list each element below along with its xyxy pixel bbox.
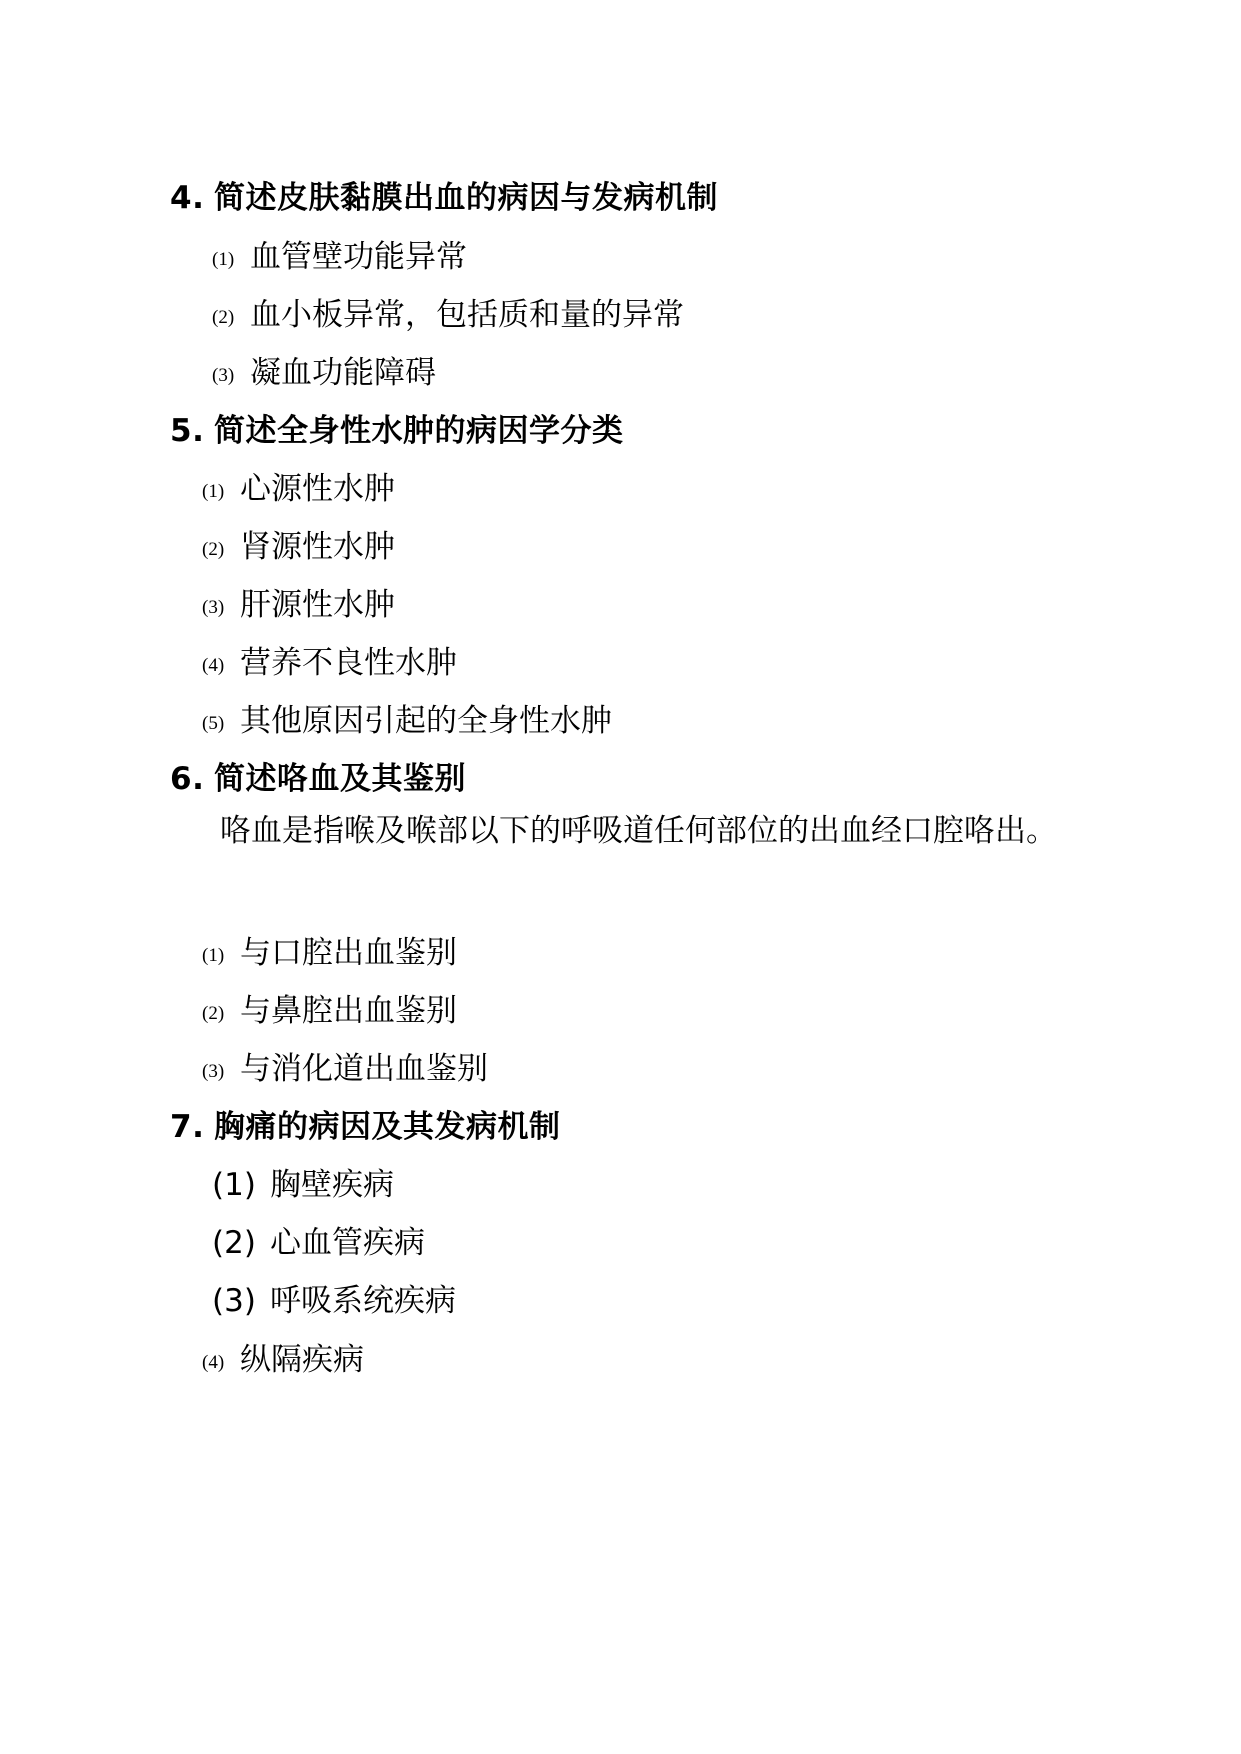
- list-item: [202, 991, 457, 1034]
- list-item: [202, 701, 612, 744]
- list-marker: (1): [212, 249, 235, 270]
- list-item-text: 其他原因引起的全身性水肿: [240, 703, 612, 739]
- list-item: [202, 933, 457, 976]
- list-item-text: 凝血功能障碍: [250, 355, 436, 391]
- list-item: [212, 1281, 456, 1321]
- section-6-heading: [170, 759, 466, 799]
- list-marker: (3): [202, 1061, 225, 1082]
- list-marker: (4): [202, 655, 225, 676]
- list-marker: (1): [202, 481, 225, 502]
- list-item: [202, 585, 395, 628]
- list-item-text: 血小板异常，包括质和量的异常: [250, 297, 684, 333]
- list-marker: (2): [202, 539, 225, 560]
- list-item: [212, 295, 684, 338]
- list-marker: (3): [212, 1283, 256, 1319]
- section-4-heading: [170, 178, 718, 218]
- list-marker: (5): [202, 713, 225, 734]
- list-item: [212, 1223, 425, 1263]
- section-number: 5.: [170, 413, 205, 449]
- list-marker: (1): [212, 1167, 256, 1203]
- list-item-text: 肝源性水肿: [240, 587, 395, 623]
- section-number: 7.: [170, 1109, 205, 1145]
- section-5-heading: [170, 411, 624, 451]
- list-marker: (1): [202, 945, 225, 966]
- list-marker: (4): [202, 1352, 225, 1373]
- list-item: [212, 353, 436, 396]
- list-marker: (2): [212, 1225, 256, 1261]
- list-item-text: 心源性水肿: [240, 471, 395, 507]
- list-item-text: 呼吸系统疾病: [270, 1283, 456, 1319]
- list-marker: (3): [202, 597, 225, 618]
- section-number: 4.: [170, 180, 205, 216]
- list-item-text: 营养不良性水肿: [240, 645, 457, 681]
- list-item: [202, 1340, 364, 1383]
- list-item: [202, 469, 395, 512]
- list-item-text: 肾源性水肿: [240, 529, 395, 565]
- section-title: 简述全身性水肿的病因学分类: [214, 413, 624, 449]
- list-item: [202, 643, 457, 686]
- list-item-text: 与鼻腔出血鉴别: [240, 993, 457, 1029]
- list-marker: (3): [212, 365, 235, 386]
- list-item: [202, 527, 395, 570]
- section-title: 简述咯血及其鉴别: [214, 761, 466, 797]
- list-item-text: 血管壁功能异常: [250, 239, 467, 275]
- list-item-text: 与消化道出血鉴别: [240, 1051, 488, 1087]
- list-item-text: 心血管疾病: [270, 1225, 425, 1261]
- section-7-heading: [170, 1107, 561, 1147]
- list-marker: (2): [202, 1003, 225, 1024]
- list-item-text: 胸壁疾病: [270, 1167, 394, 1203]
- list-item: [212, 1165, 394, 1205]
- list-item-text: 与口腔出血鉴别: [240, 935, 457, 971]
- list-item: [202, 1049, 488, 1092]
- section-paragraph: 咯血是指喉及喉部以下的呼吸道任何部位的出血经口腔咯出。: [220, 813, 1057, 849]
- section-title: 简述皮肤黏膜出血的病因与发病机制: [214, 180, 718, 216]
- list-item-text: 纵隔疾病: [240, 1342, 364, 1378]
- section-number: 6.: [170, 761, 205, 797]
- section-title: 胸痛的病因及其发病机制: [214, 1109, 561, 1145]
- list-item: [212, 237, 467, 280]
- list-marker: (2): [212, 307, 235, 328]
